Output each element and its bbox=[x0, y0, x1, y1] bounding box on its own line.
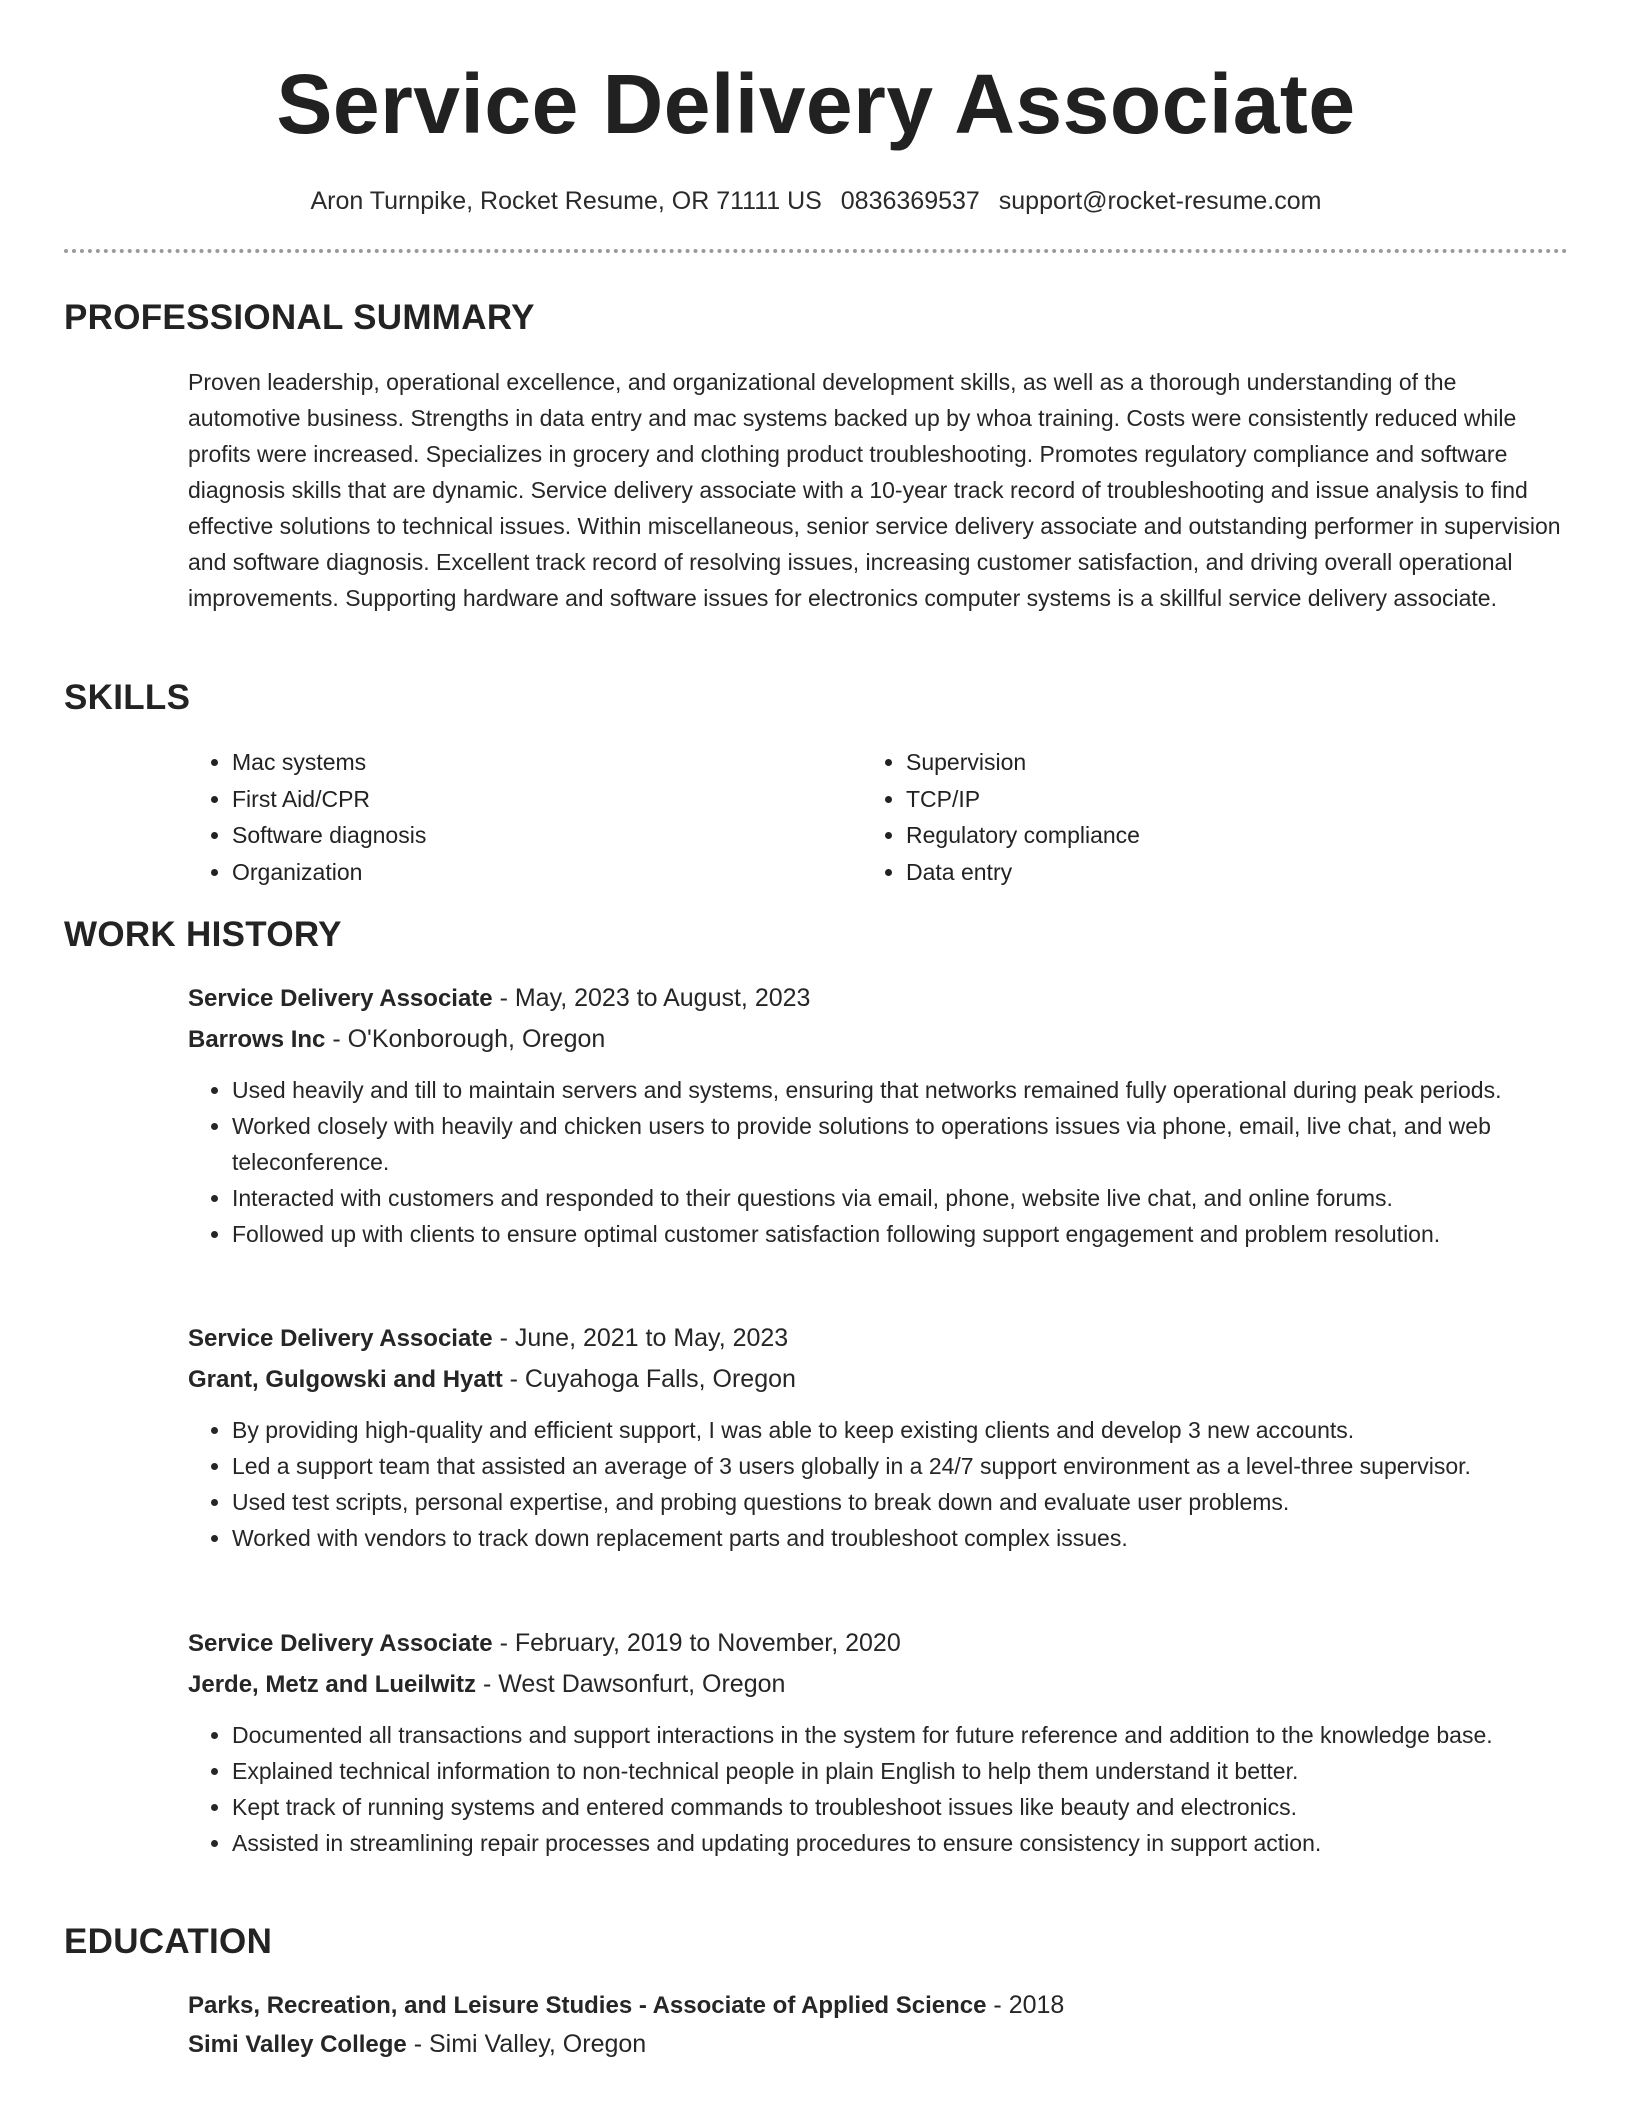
job-bullets bbox=[188, 1072, 1568, 1252]
job-dates: - February, 2019 to November, 2020 bbox=[492, 1629, 901, 1657]
skills-column-right bbox=[862, 744, 1536, 890]
education-year: - 2018 bbox=[986, 1991, 1065, 2019]
skill-item: • TCP/IP bbox=[906, 781, 1536, 818]
job-company: Barrows Inc bbox=[188, 1026, 326, 1053]
job-bullet: • By providing high-quality and efficient support, I was able to keep existing clients and develop 3 new accounts. bbox=[232, 1412, 1568, 1448]
job-bullet: • Explained technical information to non-technical people in plain English to help them understand it better. bbox=[232, 1753, 1568, 1789]
contact-phone: 0836369537 bbox=[840, 187, 980, 215]
job-bullet: • Worked closely with heavily and chicken users to provide solutions to operations issues via phone, email, live chat, and web teleconference. bbox=[232, 1108, 1568, 1180]
job-title: Service Delivery Associate bbox=[188, 1325, 493, 1352]
job-title: Service Delivery Associate bbox=[188, 1630, 493, 1657]
education-entry bbox=[188, 1986, 1568, 2064]
job-location: - O'Konborough, Oregon bbox=[325, 1025, 606, 1053]
header-divider bbox=[64, 249, 1568, 253]
job-entry-2 bbox=[188, 1318, 1568, 1556]
education-heading: EDUCATION bbox=[64, 1922, 273, 1961]
job-title: Service Delivery Associate bbox=[188, 985, 493, 1012]
contact-email: support@rocket-resume.com bbox=[998, 187, 1322, 215]
contact-line bbox=[64, 184, 1568, 218]
job-title-line bbox=[188, 1623, 1568, 1664]
job-location: - Cuyahoga Falls, Oregon bbox=[502, 1365, 796, 1393]
education-school: Simi Valley College bbox=[188, 2031, 407, 2058]
job-bullet: • Documented all transactions and support interactions in the system for future reference and addition to the knowledge base. bbox=[232, 1717, 1568, 1753]
job-company-line bbox=[188, 1664, 1568, 1705]
job-company-line bbox=[188, 1019, 1568, 1060]
work-history-heading: WORK HISTORY bbox=[64, 915, 342, 954]
skills-list bbox=[188, 744, 1568, 890]
education-school-line bbox=[188, 2025, 1568, 2064]
skill-item: • First Aid/CPR bbox=[232, 781, 862, 818]
job-bullet: • Used heavily and till to maintain servers and systems, ensuring that networks remained fully operational during peak periods. bbox=[232, 1072, 1568, 1108]
summary-text: Proven leadership, operational excellence, and organizational development skills, as well as a thorough understanding of the automotive business. Strengths in data entry and mac systems backed up by whoa training. Costs were consistently reduced while profits were increased. Specializes in grocery and clothing product troubleshooting. Promotes regulatory compliance and software diagnosis skills that are dynamic. Service delivery associate with a 10-year track record of troubleshooting and issue analysis to find effective solutions to technical issues. Within miscellaneous, senior service delivery associate and outstanding performer in supervision and software diagnosis. Excellent track record of resolving issues, increasing customer satisfaction, and driving overall operational improvements. Supporting hardware and software issues for electronics computer systems is a skillful service delivery associate. bbox=[188, 369, 1561, 611]
summary-heading: PROFESSIONAL SUMMARY bbox=[64, 298, 535, 337]
job-bullet: • Worked with vendors to track down replacement parts and troubleshoot complex issues. bbox=[232, 1520, 1568, 1556]
page-title: Service Delivery Associate bbox=[276, 57, 1356, 151]
job-title-line bbox=[188, 978, 1568, 1019]
job-entry-3 bbox=[188, 1623, 1568, 1861]
job-bullet: • Interacted with customers and responded to their questions via email, phone, website live chat, and online forums. bbox=[232, 1180, 1568, 1216]
job-bullet: • Used test scripts, personal expertise, and probing questions to break down and evaluate user problems. bbox=[232, 1484, 1568, 1520]
skills-heading: SKILLS bbox=[64, 678, 191, 717]
job-dates: - June, 2021 to May, 2023 bbox=[492, 1324, 789, 1352]
job-bullet: • Kept track of running systems and entered commands to troubleshoot issues like beauty and electronics. bbox=[232, 1789, 1568, 1825]
job-bullet: • Assisted in streamlining repair processes and updating procedures to ensure consistency in support action. bbox=[232, 1825, 1568, 1861]
skill-item: • Regulatory compliance bbox=[906, 817, 1536, 854]
job-bullets bbox=[188, 1412, 1568, 1556]
job-entry-1 bbox=[188, 978, 1568, 1252]
skills-column-left bbox=[188, 744, 862, 890]
education-degree: Parks, Recreation, and Leisure Studies - Associate of Applied Science bbox=[188, 1992, 987, 2019]
skill-item: • Supervision bbox=[906, 744, 1536, 781]
job-bullet: • Followed up with clients to ensure optimal customer satisfaction following support engagement and problem resolution. bbox=[232, 1216, 1568, 1252]
skill-item: • Mac systems bbox=[232, 744, 862, 781]
job-dates: - May, 2023 to August, 2023 bbox=[492, 984, 811, 1012]
education-location: - Simi Valley, Oregon bbox=[406, 2030, 647, 2058]
skill-item: • Data entry bbox=[906, 854, 1536, 891]
job-company-line bbox=[188, 1359, 1568, 1400]
skill-item: • Software diagnosis bbox=[232, 817, 862, 854]
education-degree-line bbox=[188, 1986, 1568, 2025]
job-location: - West Dawsonfurt, Oregon bbox=[476, 1670, 786, 1698]
job-bullets bbox=[188, 1717, 1568, 1861]
job-company: Jerde, Metz and Lueilwitz bbox=[188, 1671, 477, 1698]
skill-item: • Organization bbox=[232, 854, 862, 891]
resume-header bbox=[64, 48, 1568, 218]
job-company: Grant, Gulgowski and Hyatt bbox=[188, 1366, 503, 1393]
job-bullet: • Led a support team that assisted an average of 3 users globally in a 24/7 support environment as a level-three supervisor. bbox=[232, 1448, 1568, 1484]
job-title-line bbox=[188, 1318, 1568, 1359]
contact-address: Aron Turnpike, Rocket Resume, OR 71111 US bbox=[310, 187, 822, 215]
